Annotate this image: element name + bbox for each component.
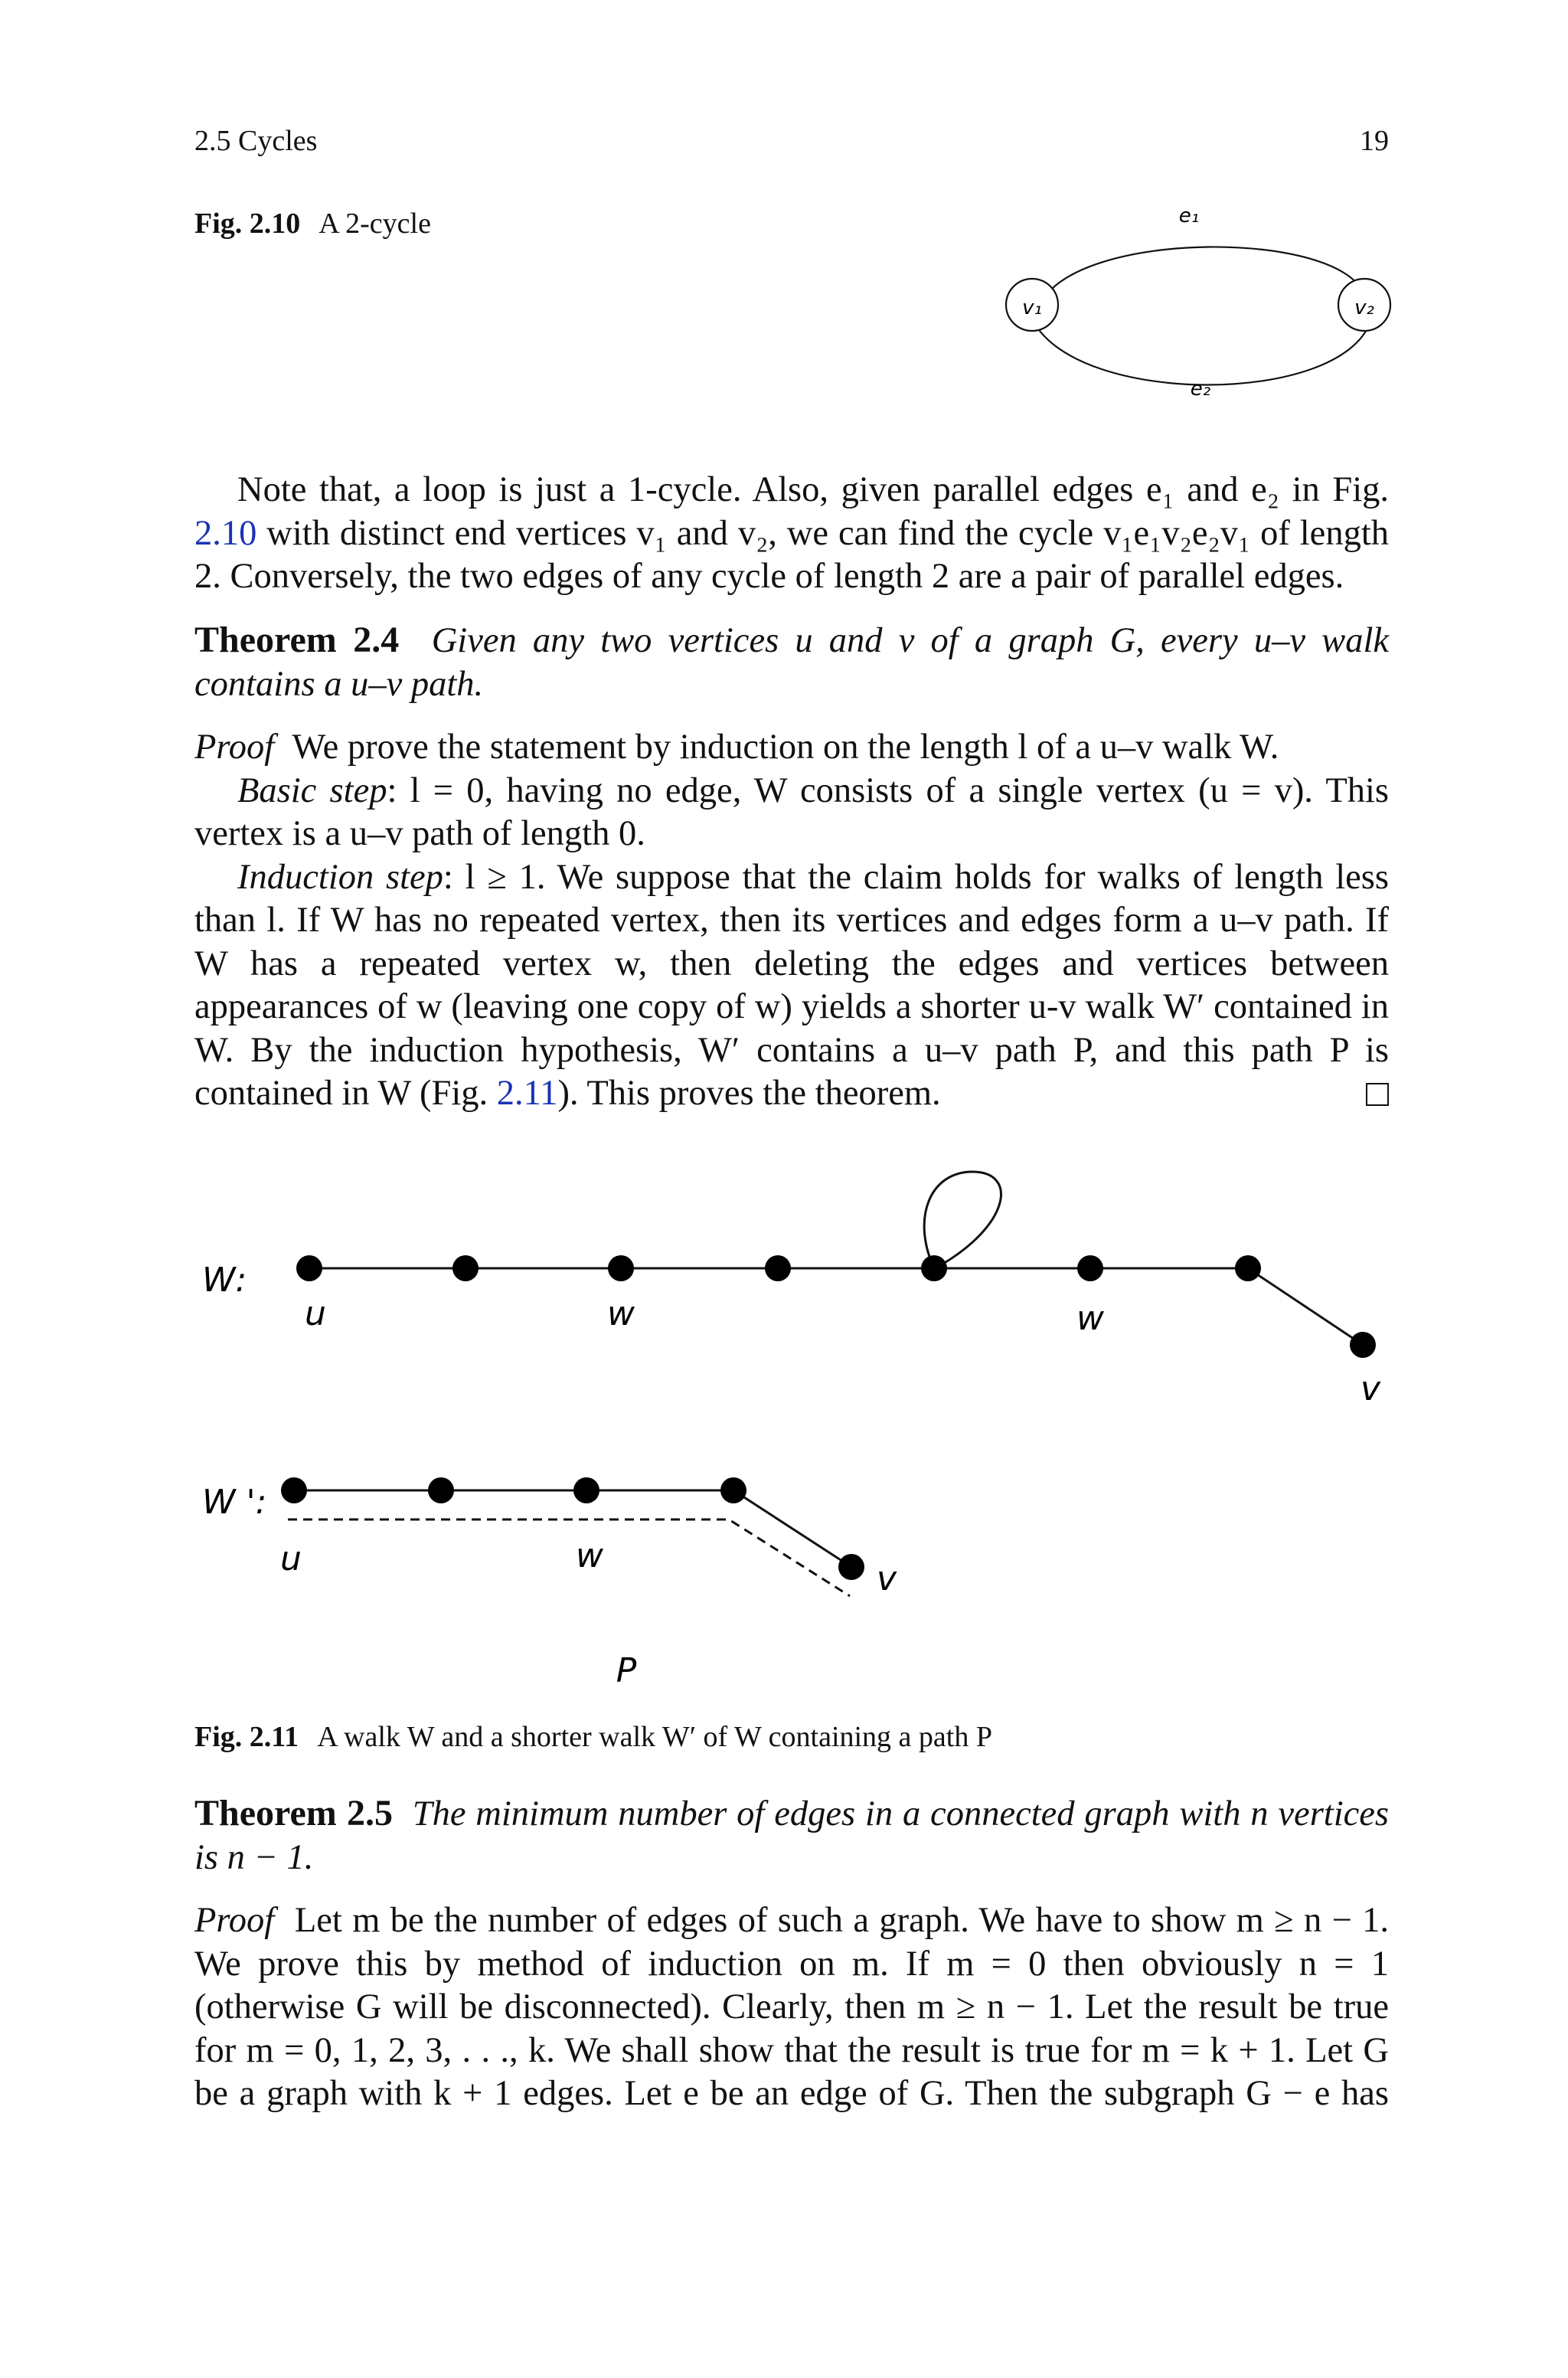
section-header: 2.5 Cycles bbox=[194, 125, 318, 157]
path-p-dashed bbox=[288, 1519, 850, 1596]
basic-step-text: : l = 0, having no edge, W consists of a single vertex (u = v). This vertex is a u–v path of length 0. bbox=[194, 770, 1390, 853]
theorem-2-4-statement: Given any two vertices u and v of a graph G, every u–v walk contains a u–v path. bbox=[194, 621, 1389, 704]
figure-2-10-caption-text: A 2-cycle bbox=[318, 208, 431, 240]
page-number: 19 bbox=[1360, 125, 1389, 157]
label-u: u bbox=[280, 1539, 302, 1578]
vertex bbox=[765, 1255, 791, 1281]
paragraph-text-b: with distinct end vertices v₁ and v₂, we can find the cycle v₁e₁v₂e₂v₁ of length 2. bbox=[194, 513, 1389, 596]
vertex bbox=[573, 1477, 599, 1503]
theorem-2-5-statement: The minimum number of edges in a connected graph with n vertices is n − 1. bbox=[194, 1794, 1390, 1877]
walk-w bbox=[202, 1172, 1381, 1408]
vertex bbox=[838, 1554, 864, 1580]
label-v1: v₁ bbox=[1022, 296, 1042, 319]
label-u: u bbox=[305, 1294, 326, 1333]
vertex bbox=[1350, 1332, 1376, 1358]
vertex bbox=[428, 1477, 454, 1503]
induction-step-label: Induction step bbox=[237, 857, 443, 897]
figure-2-11-reference-link[interactable]: 2.11 bbox=[496, 1074, 558, 1113]
proof-label: Proof bbox=[194, 728, 275, 767]
paragraph-text-a: Note that, a loop is just a 1-cycle. Also, given parallel edges e₁ and e₂ in Fig. bbox=[237, 470, 1389, 509]
proof-theorem-2-5 bbox=[194, 1899, 1389, 2116]
theorem-2-4-label: Theorem 2.4 bbox=[194, 620, 400, 660]
vertex bbox=[1235, 1255, 1261, 1281]
theorem-2-4 bbox=[194, 619, 1389, 706]
proof-intro: We prove the statement by induction on the length l of a u–v walk W. bbox=[292, 728, 1279, 767]
figure-2-11-caption-text: A walk W and a shorter walk W′ of W containing a path P bbox=[317, 1721, 992, 1753]
vertex bbox=[921, 1255, 947, 1281]
proof-text: Let m be the number of edges of such a graph. We have to show m ≥ n − 1. We prove this by method of induction on m. If m = 0 then obviously n = 1 (otherwise G will be disconnected). Clearly, then m ≥ n − 1. Let the result be true for m = 0, 1, 2, 3, . . ., k. We shall show that the result is true for m = k + 1. Let G be a graph with k + 1 edges. Let e be an edge of G. Then the subgraph G − e has bbox=[194, 1901, 1390, 2113]
vertex bbox=[608, 1255, 634, 1281]
paragraph-parallel-edges bbox=[194, 469, 1389, 599]
loop-edge bbox=[924, 1172, 1001, 1268]
label-v: v bbox=[1360, 1369, 1381, 1408]
label-e2: e₂ bbox=[1190, 378, 1211, 401]
label-w-walk: W: bbox=[202, 1261, 247, 1300]
figure-2-10-reference-link[interactable]: 2.10 bbox=[194, 513, 257, 553]
induction-step-text-a: : l ≥ 1. We suppose that the claim holds for walks of length less than l. If W has no repeated vertex, then its vertices and edges form a u–v path. If W has a repeated vertex w, then deleting the edges and vertices between appearances of w (leaving one copy of w) yields a shorter u-v walk W′ contained in W. By the induction hypothesis, W′ contains a u–v path P, and this path P is contained in W (Fig. bbox=[194, 857, 1389, 1113]
proof-label: Proof bbox=[194, 1901, 275, 1940]
induction-step-text-b: ). This proves the theorem. bbox=[557, 1074, 941, 1113]
proof-theorem-2-4 bbox=[194, 726, 1389, 1116]
qed-box-icon bbox=[1366, 1083, 1389, 1106]
vertex bbox=[720, 1477, 746, 1503]
figure-2-11-caption bbox=[194, 1720, 992, 1754]
theorem-2-5-label: Theorem 2.5 bbox=[194, 1793, 393, 1833]
label-p: P bbox=[616, 1651, 637, 1690]
basic-step-label: Basic step bbox=[237, 770, 387, 810]
edge-e1 bbox=[1041, 247, 1364, 303]
label-w-prime: W ': bbox=[202, 1483, 267, 1522]
edge-e2 bbox=[1034, 322, 1370, 385]
label-w: w bbox=[576, 1536, 603, 1575]
figure-2-10-diagram bbox=[988, 199, 1409, 406]
vertex bbox=[452, 1255, 479, 1281]
label-v: v bbox=[876, 1559, 897, 1598]
figure-2-11-label: Fig. 2.11 bbox=[194, 1721, 299, 1753]
walk-w-prime bbox=[202, 1477, 897, 1690]
theorem-2-5 bbox=[194, 1792, 1389, 1879]
vertex bbox=[1077, 1255, 1103, 1281]
label-w: w bbox=[607, 1294, 635, 1333]
paragraph-text-c: Conversely, the two edges of any cycle of length 2 are a pair of parallel edges. bbox=[230, 557, 1344, 596]
figure-2-10-label: Fig. 2.10 bbox=[194, 208, 301, 240]
label-w: w bbox=[1076, 1299, 1104, 1338]
label-e1: e₁ bbox=[1178, 204, 1200, 227]
figure-2-10-caption bbox=[194, 207, 431, 240]
vertex bbox=[281, 1477, 307, 1503]
figure-2-11-diagram bbox=[184, 1149, 1424, 1716]
vertex bbox=[296, 1255, 322, 1281]
label-v2: v₂ bbox=[1354, 296, 1374, 319]
